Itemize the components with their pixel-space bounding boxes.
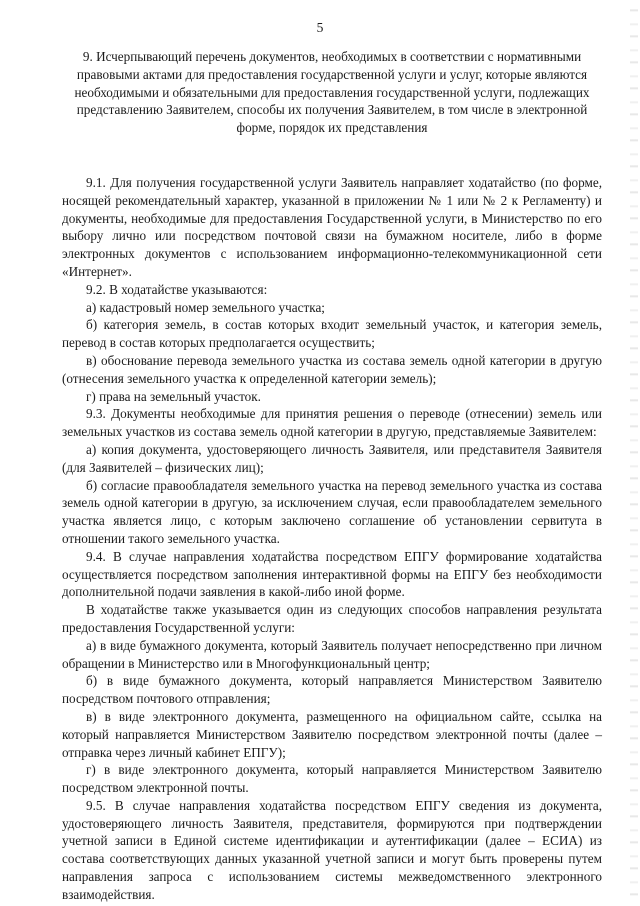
section-body — [62, 174, 602, 904]
paragraph-9-4: 9.4. В случае направления ходатайства посредством ЕПГУ формирование ходатайства осуществляется посредством заполнения интерактивной формы на ЕПГУ без необходимости дополнительной подачи заявления в какой-либо иной форме. — [62, 548, 602, 600]
paragraph-9-3-a: а) копия документа, удостоверяющего личность Заявителя, или представителя Заявителя (для Заявителей – физических лиц); — [62, 441, 602, 475]
paragraph-9-2: 9.2. В ходатайстве указываются: — [86, 281, 268, 297]
paragraph-9-2-g: г) права на земельный участок. — [86, 388, 261, 404]
scan-edge-noise — [630, 0, 638, 906]
paragraph-9-2-b: б) категория земель, в состав которых входит земельный участок, и категория земель, перевод в состав которых предполагается осуществить; — [62, 317, 602, 351]
paragraph-9-3-b: б) согласие правообладателя земельного участка на перевод земельного участка из состава земель одной категории в другую, за исключением случая, если правообладателем земельного участка является лицо, с которым заключено соглашение об установлении сервитута в отношении такого земельного участка. — [62, 477, 602, 546]
paragraph-9-4-a: а) в виде бумажного документа, который Заявитель получает непосредственно при личном обращении в Министерство или в Многофункциональный центр; — [62, 637, 602, 671]
paragraph-9-4-methods: В ходатайстве также указывается один из следующих способов направления результата предоставления Государственной услуги: — [62, 602, 602, 635]
paragraph-9-5: 9.5. В случае направления ходатайства посредством ЕПГУ сведения из документа, удостоверяющего личность Заявителя, представителя, формируются при подтверждении учетной записи в Единой системе идентификации и аутентификации (далее – ЕСИА) из состава соответствующих данных указанной учетной записи и могут быть проверены путем направления запроса с использованием системы межведомственного электронного взаимодействия. — [62, 797, 602, 902]
paragraph-9-4-b: б) в виде бумажного документа, который направляется Министерством Заявителю посредством почтового отправления; — [62, 673, 602, 707]
page-number: 5 — [316, 20, 324, 35]
paragraph-9-1: 9.1. Для получения государственной услуги Заявитель направляет ходатайство (по форме, носящей рекомендательный характер, указанной в приложении № 1 или № 2 к Регламенту) и документы, необходимые для предоставления Государственной услуги, в Министерство по его выбору лично или посредством почтовой связи на бумажном носителе, либо в форме электронных документов с использованием информационно-телекоммуникационной сети «Интернет». — [62, 175, 602, 279]
paragraph-9-4-v: в) в виде электронного документа, размещенного на официальном сайте, ссылка на который направляется Министерством Заявителю посредством электронной почты (далее – отправка через личный кабинет ЕПГУ); — [62, 708, 602, 760]
paragraph-9-3: 9.3. Документы необходимые для принятия решения о переводе (отнесении) земель или земельных участков из состава земель одной категории в другую, представляемые Заявителем: — [62, 406, 602, 440]
paragraph-9-4-g: г) в виде электронного документа, который направляется Министерством Заявителю посредством электронной почты. — [62, 762, 602, 796]
section-heading: 9. Исчерпывающий перечень документов, необходимых в соответствии с нормативными правовыми актами для предоставления государственной услуги и услуг, которые являются необходимыми и обязательными для предоставления государственной услуги, подлежащих представлению Заявителем, способы их получения Заявителем, в том числе в электронной форме, порядок их представления — [74, 49, 590, 136]
paragraph-9-2-a: а) кадастровый номер земельного участка; — [86, 299, 325, 315]
paragraph-9-2-v: в) обоснование перевода земельного участка из состава земель одной категории в другую (отнесения земельного участка к определенной категории земель); — [62, 352, 602, 386]
